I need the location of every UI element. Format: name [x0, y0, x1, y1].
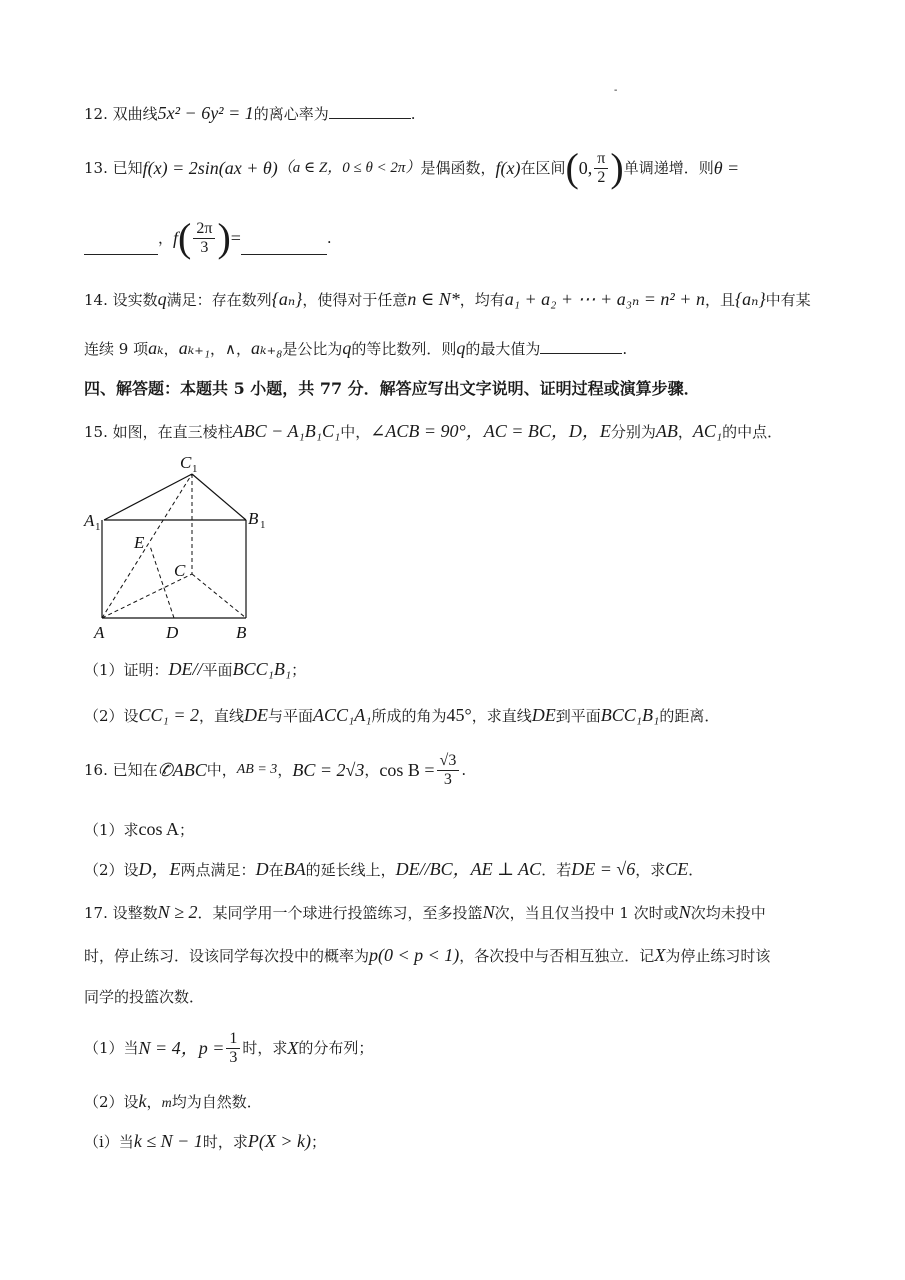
q16-triangle: ✆ABC	[157, 760, 207, 781]
q17-part3-cond: k ≤ N − 1	[133, 1131, 203, 1151]
q15-part2-angle: 45°	[446, 705, 472, 725]
label-c1-sub: 1	[192, 463, 198, 475]
q14-line2-a: 连续 9 项	[84, 340, 149, 358]
q16-part2-c: 在	[268, 861, 284, 879]
question-14-line2: 连续 9 项aₖ，aₖ₊₁，∧，aₖ₊₈是公比为q的等比数列．则q的最大值为 .	[84, 338, 628, 358]
label-d: D	[166, 623, 179, 642]
q15-part2-text-d: ，求直线	[471, 707, 532, 725]
q13-interval-num: π	[594, 150, 608, 169]
q13-eq: =	[230, 228, 241, 248]
q17-part1-den: 3	[229, 1048, 238, 1066]
q16-part2-a: （2）设	[84, 861, 139, 879]
q15-part1-end: ；	[291, 661, 307, 679]
q17-part3-b: 时，求	[202, 1133, 248, 1151]
q17-n: N	[482, 902, 495, 922]
q17-part1-b: 时，求	[242, 1038, 288, 1057]
q15-cond: ，AC = BC，D，E	[465, 421, 611, 441]
prism-figure	[80, 450, 280, 650]
q15-prism: ABC − A₁B₁C₁	[232, 421, 341, 441]
q17-line1-b: ．某同学用一个球进行投篮练习，至多投篮	[197, 904, 483, 922]
q16-text-a: 已知在	[112, 760, 158, 779]
q17-n2: N	[678, 902, 691, 922]
label-a1: A	[84, 511, 95, 530]
section-4-heading: 四、解答题：本题共 5 小题，共 77 分．解答应写出文字说明、证明过程或演算步骤．	[84, 379, 700, 398]
question-17-line3	[84, 990, 204, 1005]
q13-condition: （a ∈ Z，0 ≤ θ < 2π）	[277, 159, 421, 176]
q13-f-arg-den: 3	[200, 238, 209, 256]
q16-part2-f: ．若	[541, 861, 572, 879]
q13-blank-theta	[84, 240, 158, 255]
q17-line2-c: 为停止练习时该	[665, 947, 771, 965]
segment-d-e	[150, 546, 174, 618]
q17-line1: 设整数	[112, 904, 158, 922]
label-c1: C	[180, 453, 192, 472]
q14-n-in: n ∈ N*	[407, 289, 460, 309]
q15-part2	[84, 706, 719, 724]
q12-answer-blank	[329, 104, 411, 119]
q14-answer-blank	[540, 339, 622, 354]
q16-part2-ce: CE	[665, 859, 689, 879]
q12-text-b: 的离心率为	[253, 105, 329, 123]
q16-text-b: 中，	[206, 760, 237, 779]
q15-part2-plane: ACC₁A₁	[313, 705, 372, 725]
q13-interval-open: (	[565, 145, 579, 190]
q17-line2-b: ，各次投中与否相互独立．记	[459, 947, 655, 965]
q14-line2-d: 的最大值为	[465, 340, 541, 358]
q14-line1-a: 设实数	[112, 291, 158, 309]
q13-comma: ，	[158, 228, 174, 247]
q14-line2-c: 的等比数列．则	[351, 340, 457, 358]
q12-end: .	[410, 105, 416, 123]
q16-ab: AB = 3	[236, 762, 278, 778]
q17-line3: 同学的投篮次数．	[84, 988, 205, 1006]
q14-q: q	[157, 289, 167, 309]
q14-line1-b: 满足：存在数列	[166, 291, 272, 309]
edge-a-c	[102, 574, 192, 618]
q14-number: 14.	[84, 291, 108, 309]
q13-interval-left: 0,	[578, 158, 593, 178]
q15-part1	[84, 660, 306, 678]
q14-sequence-2: {aₙ}	[734, 289, 766, 309]
q15-part2-cc1: CC₁ = 2	[138, 705, 199, 725]
q13-blank-f	[241, 240, 327, 255]
q15-angle: ∠ACB = 90°	[370, 421, 466, 441]
question-13	[84, 145, 740, 190]
q17-part2-b: ，	[146, 1093, 162, 1111]
q17-part2-c: 均为自然数．	[171, 1093, 262, 1111]
q15-text-b: 中，	[340, 423, 371, 441]
question-13-line2	[84, 215, 332, 260]
label-c: C	[174, 561, 186, 580]
q13-f-open: (	[178, 215, 192, 260]
q14-dots: ∧	[225, 340, 237, 358]
q17-part2-a: （2）设	[84, 1093, 139, 1111]
q12-text-a: 双曲线	[112, 105, 158, 123]
q15-part2-text-c: 所成的角为	[371, 707, 447, 725]
q14-line1-c: ，使得对于任意	[302, 291, 408, 309]
q13-f-close: )	[217, 215, 231, 260]
q16-cosb-num: √3	[437, 752, 460, 771]
top-mark: -	[614, 85, 618, 96]
q15-part2-text: ，直线	[198, 707, 244, 725]
q17-part3	[84, 1132, 326, 1150]
q13-interval-den: 2	[597, 168, 606, 186]
q15-part2-text-b: 与平面	[267, 707, 313, 725]
q15-text-c: 分别为	[610, 423, 656, 441]
q14-sequence: {aₙ}	[271, 289, 303, 309]
q17-part1-x: X	[287, 1038, 299, 1059]
q17-number: 17.	[84, 904, 108, 922]
q14-line2-b: 是公比为	[282, 340, 343, 358]
q16-bc: BC = 2√3	[292, 760, 365, 781]
question-15: 15. 如图，在直三棱柱ABC − A₁B₁C₁中，∠ACB = 90°，AC = BC，D，E分别为AB，AC₁的中点．	[84, 421, 783, 441]
q16-part2	[84, 860, 703, 878]
q13-number: 13.	[84, 158, 108, 177]
q14-line1-e: ，且	[704, 291, 735, 309]
q15-ac1: AC₁	[692, 421, 723, 441]
q17-part2-m: m	[161, 1096, 172, 1111]
q17-line2-a: 时，停止练习．设该同学每次投中的概率为	[84, 947, 370, 965]
q16-part2-b: 两点满足：	[180, 861, 256, 879]
q16-cosb: cos B =	[379, 760, 435, 781]
q17-part3-p: P(X > k)	[247, 1131, 311, 1151]
q16-part2-par: DE//BC，AE ⊥ AC	[395, 859, 542, 879]
q16-part1-math: cos A	[138, 819, 180, 839]
q14-ak1: aₖ₊₁	[178, 338, 211, 358]
label-b1-sub: 1	[260, 519, 266, 531]
q14-line1-d: ，均有	[459, 291, 505, 309]
question-12	[84, 104, 416, 122]
q13-text-a: 已知	[112, 158, 143, 177]
q13-text-c: 在区间	[520, 158, 566, 177]
label-b1: B	[248, 509, 259, 528]
q14-ak: aₖ	[148, 338, 164, 358]
q17-part1-num: 1	[226, 1030, 240, 1049]
question-14	[84, 290, 811, 308]
edge-c-b	[192, 574, 246, 618]
q16-part2-val: DE = √6	[571, 859, 636, 879]
q17-part1-fraction	[226, 1030, 240, 1066]
question-17-line2	[84, 946, 770, 964]
q17-x: X	[654, 945, 666, 965]
edge-c1-b1	[192, 474, 246, 520]
q15-text-d: 的中点．	[722, 423, 783, 441]
q15-text: 如图，在直三棱柱	[112, 423, 233, 441]
q14-q-2: q	[342, 338, 352, 358]
q15-part2-de: DE	[243, 705, 268, 725]
label-a: A	[94, 623, 105, 642]
q17-part2	[84, 1092, 262, 1111]
q13-f-arg-num: 2π	[193, 220, 215, 239]
q13-fx: f(x)	[495, 158, 521, 178]
q13-f-arg	[193, 220, 215, 256]
q16-part2-end: ．	[688, 861, 704, 879]
q15-part1-math: DE//	[168, 659, 203, 679]
q15-part2-plane2: BCC₁B₁	[600, 705, 660, 725]
q13-text-d: 单调递增．则	[623, 158, 714, 177]
q14-sum: a₁ + a₂ + ⋯ + a₃ₙ = n² + n	[504, 289, 705, 309]
q16-cosb-fraction	[437, 752, 460, 788]
q17-part1	[84, 1030, 373, 1066]
label-a1-sub: 1	[95, 521, 101, 533]
question-16: 16. 已知在 ✆ABC 中， AB = 3 ， BC = 2√3 ， cos B = $\frac{√3}{3}$ .	[84, 752, 467, 788]
label-e: E	[134, 533, 145, 552]
q17-line1-c: 次，当且仅当投中 1 次时或	[494, 904, 679, 922]
q15-number: 15.	[84, 423, 108, 441]
q13-end: .	[326, 228, 332, 247]
q16-part2-e: 的延长线上，	[305, 861, 396, 879]
q14-q-3: q	[456, 338, 466, 358]
q13-text-b: 是偶函数，	[420, 158, 496, 177]
q15-ab: AB	[655, 421, 678, 441]
q12-number: 12.	[84, 105, 108, 123]
q17-part3-end: ；	[310, 1133, 326, 1151]
q13-interval-fraction	[594, 150, 608, 186]
q16-part2-g: ，求	[635, 861, 666, 879]
q15-part1-text: 平面	[202, 661, 233, 679]
q14-ak8: aₖ₊₈	[251, 338, 283, 358]
q15-part2-text-e: 到平面	[555, 707, 601, 725]
q16-part2-d: D	[255, 859, 269, 879]
q17-part3-a: （i）当	[84, 1133, 134, 1151]
q16-end: .	[461, 760, 467, 779]
q16-part1	[84, 820, 194, 838]
edge-a1-c1	[104, 474, 192, 520]
q13-function: f(x) = 2sin(ax + θ)	[142, 158, 278, 178]
q13-interval-close: )	[610, 145, 624, 190]
q17-part1-p: ，p =	[180, 1038, 225, 1059]
q17-p-range: p(0 < p < 1)	[369, 945, 460, 965]
q17-n-ge: N ≥ 2	[157, 902, 198, 922]
q15-part1-plane: BCC₁B₁	[232, 659, 292, 679]
q14-end: .	[622, 340, 628, 358]
q16-part2-ba: BA	[283, 859, 306, 879]
q17-part1-c: 的分布列；	[298, 1038, 374, 1057]
q16-number: 16.	[84, 760, 108, 779]
question-17	[84, 903, 766, 921]
q12-equation: 5x² − 6y² = 1	[157, 103, 254, 123]
q13-theta-eq: θ =	[713, 158, 740, 178]
q16-cosb-den: 3	[443, 770, 452, 788]
q15-part2-label: （2）设	[84, 707, 139, 725]
q16-part2-de: D，E	[138, 859, 181, 879]
q15-part1-label: （1）证明：	[84, 661, 169, 679]
q16-part1-end: ；	[179, 821, 195, 839]
q17-part1-a: （1）当	[84, 1038, 139, 1057]
q15-part2-de2: DE	[531, 705, 556, 725]
q16-part1-label: （1）求	[84, 821, 139, 839]
q17-part1-n: N = 4	[138, 1038, 181, 1059]
label-b: B	[236, 623, 247, 642]
q14-line1-f: 中有某	[765, 291, 811, 309]
q13-f-prefix: f	[173, 228, 179, 248]
q17-part2-k: k	[138, 1091, 147, 1111]
q15-part2-text-f: 的距离．	[659, 707, 720, 725]
q17-line1-d: 次均未投中	[690, 904, 766, 922]
